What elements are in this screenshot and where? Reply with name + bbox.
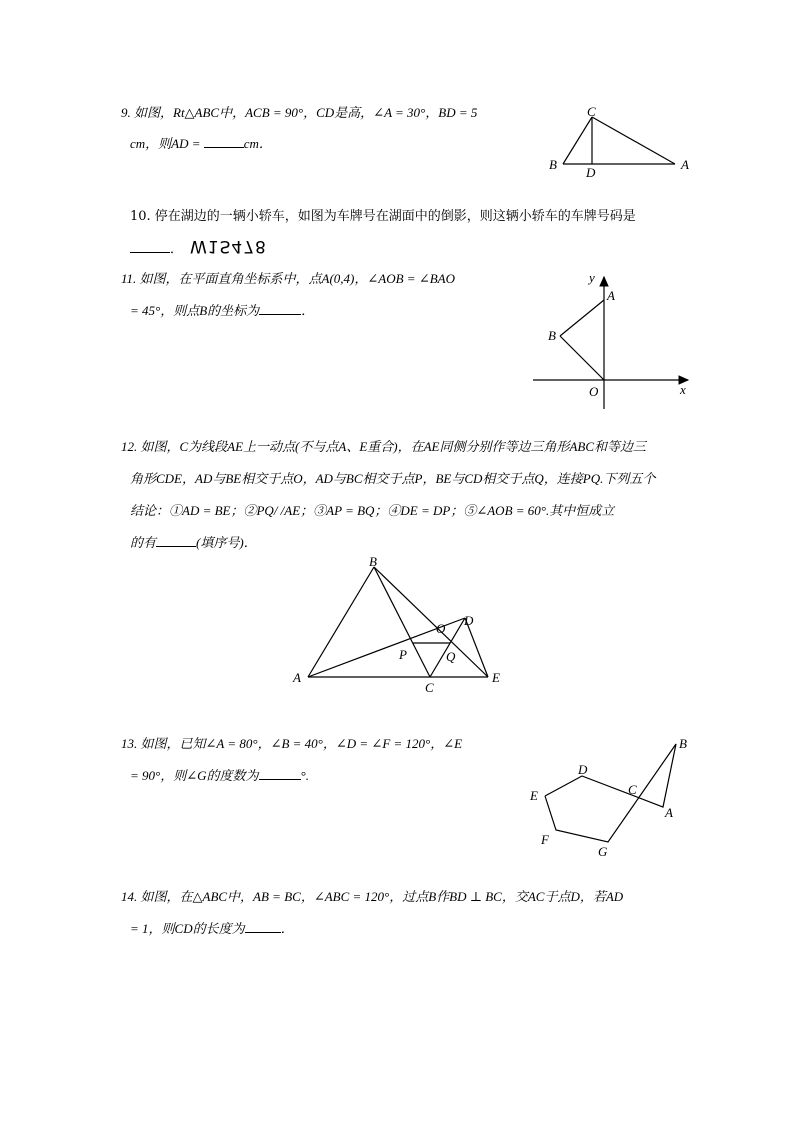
q11-label-A: A	[607, 288, 615, 303]
q13-text-line2-end: °.	[300, 768, 309, 783]
q13-label-A: A	[665, 805, 673, 820]
q9-text-line2-start: cm，则AD =	[130, 136, 204, 151]
q12-label-O: O	[436, 621, 446, 636]
q11-text-line2-start: = 45°，则点B的坐标为	[130, 303, 260, 318]
q13-text-line1: 13. 如图，已知∠A = 80°，∠B = 40°，∠D = ∠F = 120°，∠E	[121, 736, 463, 751]
q12-text-line4	[130, 534, 257, 552]
q13-label-E: E	[530, 788, 538, 803]
q12-label-D: D	[464, 613, 474, 628]
q9-text-line2-end: cm．	[243, 136, 272, 151]
q13-polygon-figure	[525, 732, 700, 862]
q11-text-line2-end: ．	[301, 303, 315, 318]
q12-label-A: A	[293, 670, 301, 685]
q13-text-line2	[130, 767, 309, 785]
q12-text-line2: 角形CDE，AD与BE相交于点O，AD与BC相交于点P，BE与CD相交于点Q，连接PQ.下列五个	[130, 471, 656, 486]
q13-label-F: F	[541, 832, 549, 847]
q10-text-end: ．	[170, 242, 184, 257]
q11-answer-blank	[259, 302, 301, 315]
q9-triangle-figure	[540, 100, 700, 180]
q10-answer-blank	[130, 240, 170, 253]
q9-text-line2	[130, 135, 272, 153]
q13-label-D: D	[578, 762, 588, 777]
q12-label-P: P	[399, 647, 407, 662]
q12-text-line1: 12. 如图，C为线段AE上一动点(不与点A、E重合)，在AE同侧分别作等边三角形ABC和等边三	[121, 439, 647, 454]
q12-text-line4-end: (填序号)．	[196, 535, 257, 550]
q11-label-y: y	[589, 270, 595, 285]
q12-label-E: E	[492, 670, 500, 685]
q10-reflected-plate: W1S478	[190, 236, 267, 256]
q12-text-line4-start: 的有	[130, 535, 157, 550]
q13-text-line2-start: = 90°，则∠G的度数为	[130, 768, 259, 783]
q13-label-C: C	[628, 782, 637, 797]
q9-label-D: D	[586, 165, 596, 180]
q11-text-line2	[130, 302, 314, 320]
q13-label-B: B	[679, 736, 687, 751]
q13-answer-blank	[259, 767, 301, 780]
q9-label-C: C	[587, 104, 596, 119]
q14-text-line2-end: ．	[280, 921, 294, 936]
q9-text-line1: 9. 如图，Rt△ABC中，ACB = 90°，CD是高，∠A = 30°，BD = 5	[121, 105, 478, 120]
q9-label-B: B	[549, 157, 557, 172]
q12-answer-blank	[156, 534, 196, 547]
q11-label-B: B	[548, 328, 556, 343]
q11-label-x: x	[680, 382, 686, 397]
q13-label-G: G	[598, 844, 608, 859]
q12-text-line3: 结论：①AD = BE；②PQ/ /AE；③AP = BQ；④DE = DP；⑤∠AOB = 60°.其中恒成立	[130, 503, 615, 518]
q14-text-line2	[130, 920, 294, 938]
q12-equilateral-figure	[280, 555, 520, 695]
q10-text-line1: 10. 停在湖边的一辆小轿车，如图为车牌号在湖面中的倒影，则这辆小轿车的车牌号码是	[130, 209, 636, 224]
q14-text-line2-start: = 1，则CD的长度为	[130, 921, 245, 936]
q11-text-line1: 11. 如图，在平面直角坐标系中，点A(0,4)，∠AOB = ∠BAO	[121, 271, 455, 286]
q11-coordinate-figure	[530, 265, 700, 405]
q11-label-O: O	[589, 384, 599, 399]
q9-label-A: A	[681, 157, 689, 172]
q9-answer-blank	[204, 135, 244, 148]
q12-label-C: C	[425, 680, 434, 695]
q12-label-B: B	[369, 554, 377, 569]
q14-text-line1: 14. 如图，在△ABC中，AB = BC，∠ABC = 120°，过点B作BD ⊥ BC，交AC于点D，若AD	[121, 889, 624, 904]
q12-label-Q: Q	[446, 649, 456, 664]
q14-answer-blank	[245, 920, 281, 933]
q10-text-line2	[130, 240, 183, 259]
